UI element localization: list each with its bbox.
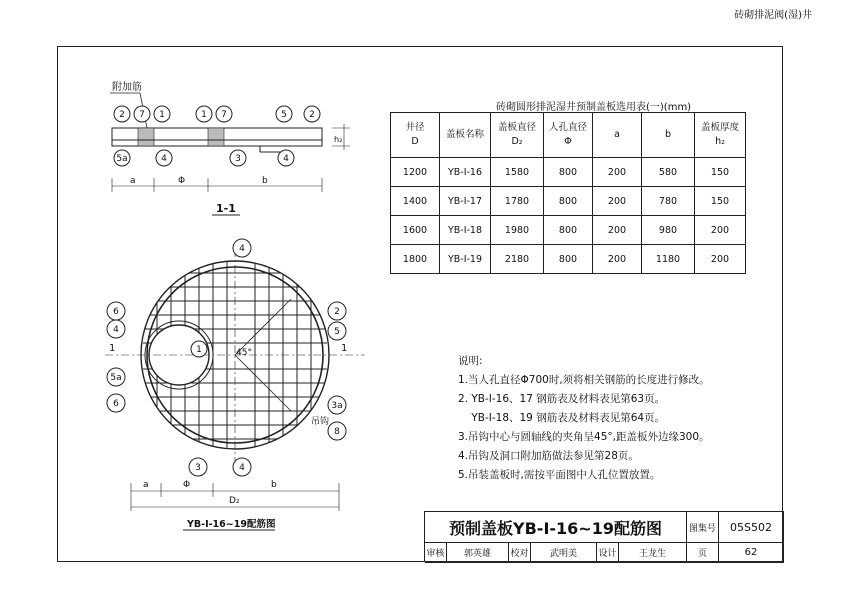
section-mark-right: 1 — [341, 343, 348, 354]
dim-phi: Φ — [178, 176, 186, 186]
table-title: 砖砌圆形排泥湿井预制盖板选用表(一)(mm) — [496, 102, 692, 113]
marker-label: 4 — [239, 463, 245, 473]
header-cell — [544, 113, 593, 158]
table-cell: 1780 — [491, 187, 544, 216]
table-row — [391, 187, 746, 216]
annotation-additional-rebar: 附加筋 — [112, 82, 142, 93]
dim-b: b — [262, 176, 268, 186]
table-cell: 1980 — [491, 216, 544, 245]
header-cell — [491, 113, 544, 158]
table-cell: 800 — [544, 216, 593, 245]
header-cell — [593, 113, 642, 158]
table-cell: 200 — [593, 245, 642, 274]
dim-a: a — [130, 176, 136, 186]
note-item: 4.吊钩及洞口附加筋做法参见第28页。 — [458, 450, 639, 462]
checker-name: 武明美 — [531, 543, 597, 563]
table-cell: 780 — [642, 187, 695, 216]
table-cell: 200 — [593, 158, 642, 187]
table-cell: 800 — [544, 245, 593, 274]
table-cell: YB-Ⅰ-18 — [440, 216, 491, 245]
table-cell: 800 — [544, 187, 593, 216]
table-cell: 1800 — [391, 245, 440, 274]
table-cell: YB-Ⅰ-17 — [440, 187, 491, 216]
table-cell: 150 — [695, 187, 746, 216]
marker-label: 1 — [201, 110, 207, 120]
title-block — [424, 511, 784, 562]
marker-label: 1 — [159, 110, 165, 120]
table-cell: 200 — [695, 216, 746, 245]
table-cell: 800 — [544, 158, 593, 187]
page-label: 页 — [687, 543, 719, 563]
drawing-title: 预制盖板YB-Ⅰ-16~19配筋图 — [425, 512, 687, 543]
atlas-number: 05S502 — [719, 512, 784, 543]
marker-label: 6 — [113, 399, 119, 409]
selection-table — [390, 112, 746, 274]
header-cell — [440, 113, 491, 158]
header-text: b — [664, 129, 672, 140]
marker-label: 2 — [334, 307, 340, 317]
marker-label: 4 — [239, 244, 245, 254]
marker-label: 7 — [139, 110, 145, 120]
marker-label: 4 — [161, 154, 167, 164]
marker-label: 4 — [283, 154, 289, 164]
table-cell: YB-Ⅰ-16 — [440, 158, 491, 187]
marker-label: 4 — [113, 325, 119, 335]
table-cell: 1200 — [391, 158, 440, 187]
marker-label: 2 — [309, 110, 315, 120]
header-subtext: D — [411, 136, 419, 147]
marker-label: 5 — [281, 110, 287, 120]
table-cell: 200 — [593, 216, 642, 245]
marker-label: 6 — [113, 307, 119, 317]
plan-label: YB-Ⅰ-16~19配筋图 — [187, 519, 276, 530]
header-title: 砖砌排泥阀(湿)井 — [734, 10, 812, 21]
marker-label: 5a — [116, 154, 128, 164]
page-number: 62 — [719, 543, 784, 563]
marker-label: 5a — [110, 373, 122, 383]
atlas-label: 图集号 — [687, 512, 719, 543]
table-cell: YB-Ⅰ-19 — [440, 245, 491, 274]
section-1-1-drawing — [100, 78, 360, 218]
table-header-row — [391, 113, 746, 158]
header-text: 盖板厚度 — [700, 122, 739, 133]
table-cell: 1180 — [642, 245, 695, 274]
table-cell: 1600 — [391, 216, 440, 245]
table-row — [391, 216, 746, 245]
plan-reinforcement-drawing — [95, 235, 365, 535]
marker-label: 7 — [221, 110, 227, 120]
header-subtext: D₂ — [511, 136, 523, 147]
marker-label: 8 — [334, 427, 340, 437]
header-text: 人孔直径 — [548, 122, 587, 133]
marker-label: 5 — [334, 327, 340, 337]
hole-edge-left — [138, 128, 154, 146]
table-cell: 200 — [593, 187, 642, 216]
dim-h2: h₂ — [334, 135, 343, 144]
designer-name: 王龙生 — [619, 543, 687, 563]
dim-d2: D₂ — [229, 496, 240, 506]
table-cell: 1580 — [491, 158, 544, 187]
marker-label: 3 — [235, 154, 241, 164]
marker-label: 3 — [195, 463, 201, 473]
header-text: 盖板直径 — [497, 122, 536, 133]
note-item: 5.吊装盖板时,需按平面图中人孔位置放置。 — [458, 469, 661, 481]
header-text: a — [614, 129, 620, 140]
dim-phi: Φ — [183, 480, 191, 490]
table-cell: 1400 — [391, 187, 440, 216]
review-label: 审核 — [425, 543, 447, 563]
header-cell — [642, 113, 695, 158]
note-item: 3.吊钩中心与圆轴线的夹角呈45°,距盖板外边缘300。 — [458, 431, 710, 443]
table-row — [391, 158, 746, 187]
table-cell: 200 — [695, 245, 746, 274]
check-label: 校对 — [509, 543, 531, 563]
header-cell — [391, 113, 440, 158]
table-cell: 150 — [695, 158, 746, 187]
header-subtext: h₂ — [715, 136, 725, 147]
note-item: YB-Ⅰ-18、19 钢筋表及材料表见第64页。 — [458, 412, 666, 424]
header-subtext: Φ — [564, 136, 572, 147]
table-cell: 980 — [642, 216, 695, 245]
marker-label: 1 — [196, 345, 202, 355]
notes-heading: 说明: — [458, 355, 483, 367]
reviewer-name: 郭英雄 — [447, 543, 509, 563]
note-item: 2. YB-Ⅰ-16、17 钢筋表及材料表见第63页。 — [458, 393, 666, 405]
header-text: 井径 — [405, 122, 425, 133]
hook-label: 吊钩 — [311, 417, 330, 427]
marker-label: 3a — [331, 401, 343, 411]
dim-a: a — [143, 480, 149, 490]
marker-label: 2 — [119, 110, 125, 120]
angle-label: 45° — [236, 348, 252, 358]
header-text: 盖板名称 — [445, 129, 484, 140]
design-label: 设计 — [597, 543, 619, 563]
hole-edge-right — [208, 128, 224, 146]
table-cell: 580 — [642, 158, 695, 187]
note-item: 1.当人孔直径Φ700时,须将相关钢筋的长度进行修改。 — [458, 374, 710, 386]
section-mark-left: 1 — [109, 343, 116, 354]
notes-block — [458, 352, 710, 485]
section-label: 1-1 — [216, 202, 236, 215]
dim-b: b — [271, 480, 277, 490]
table-cell: 2180 — [491, 245, 544, 274]
table-row — [391, 245, 746, 274]
header-cell — [695, 113, 746, 158]
